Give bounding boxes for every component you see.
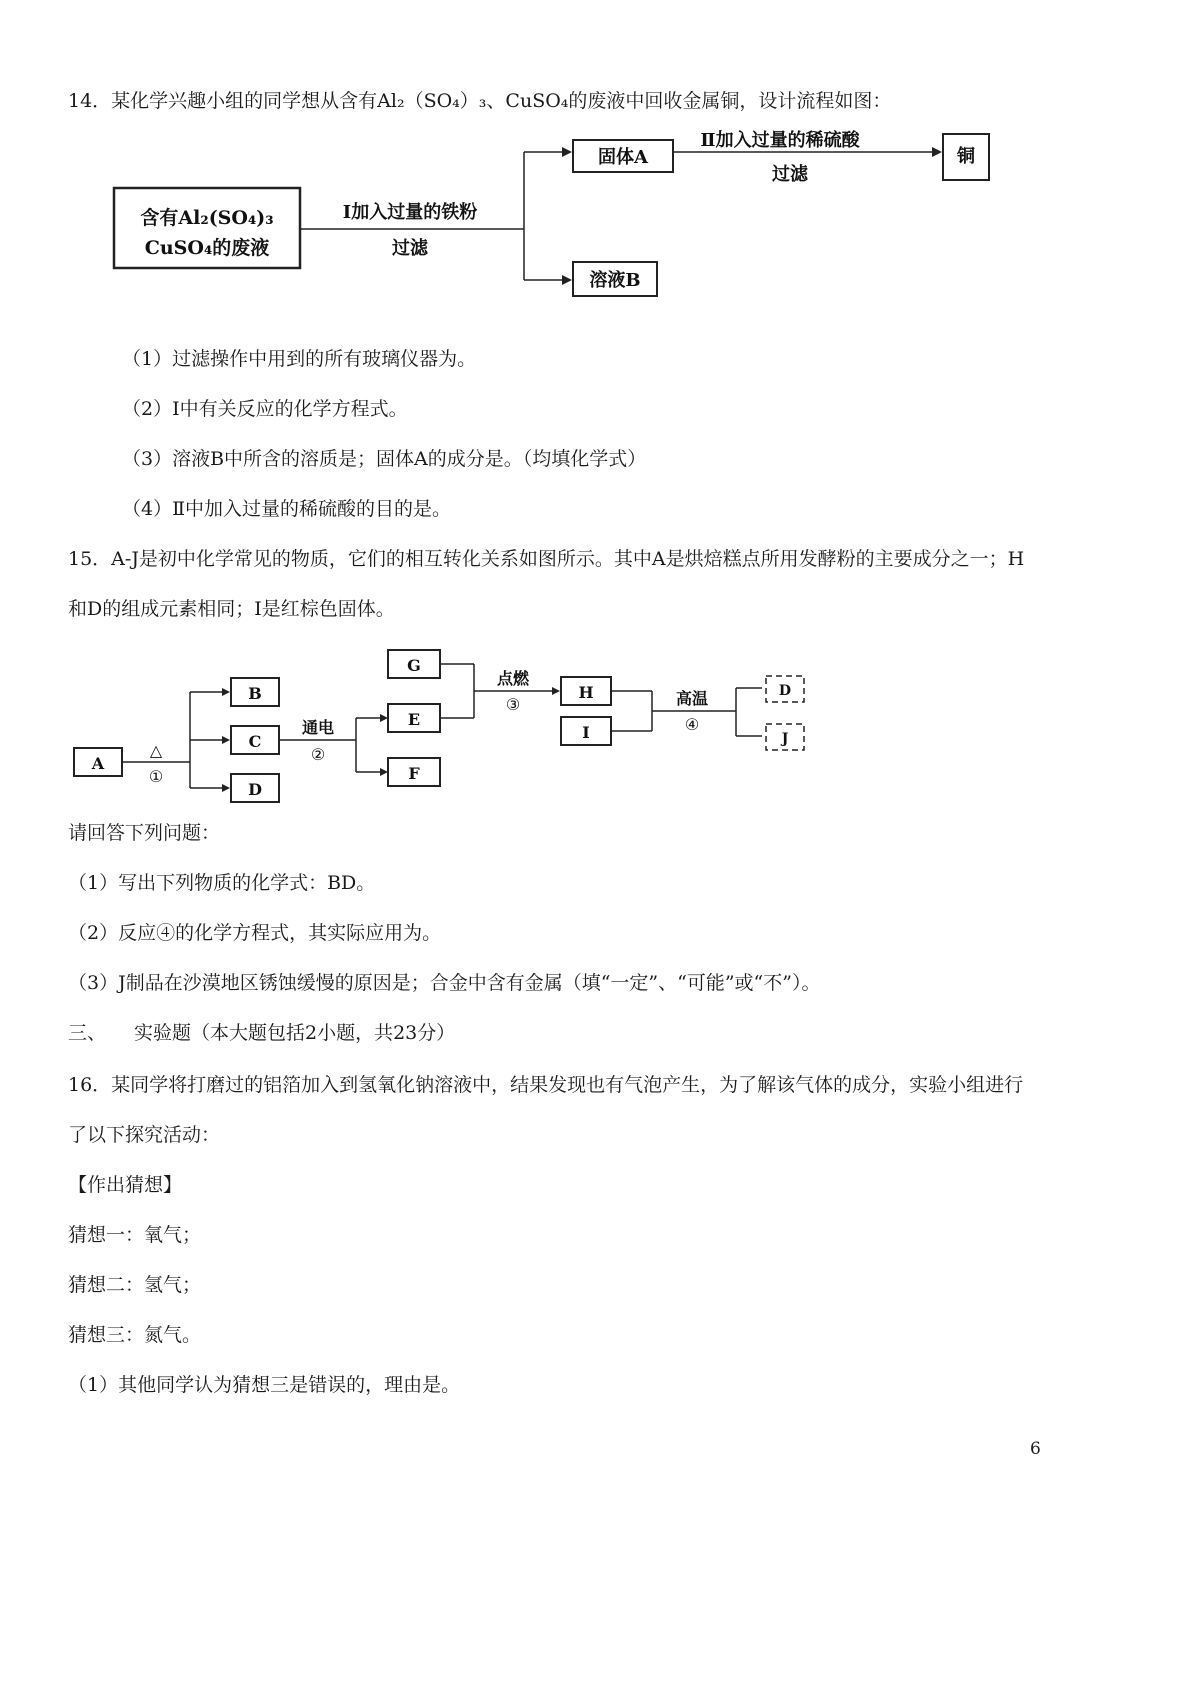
q16-sub1: （1）其他同学认为猜想三是错误的，理由是。 [68,1374,461,1396]
waste-box-line2: CuSO₄的废液 [144,237,270,259]
q16-stem-line1: 16．某同学将打磨过的铝箔加入到氢氧化钠溶液中，结果发现也有气泡产生，为了解该气体的成分，实验小组进行 [68,1074,1024,1096]
q15-sub1: （1）写出下列物质的化学式：BD。 [68,872,376,894]
svg-text:C: C [248,732,262,751]
svg-text:E: E [407,710,421,729]
q16-stem-line2: 了以下探究活动： [68,1124,221,1146]
q15-prompt: 请回答下列问题： [68,822,221,844]
copper-label: 铜 [957,146,975,167]
q14-sub1: （1）过滤操作中用到的所有玻璃仪器为。 [122,348,477,370]
section3-number: 三、 [68,1022,107,1044]
svg-text:J: J [781,731,789,747]
svg-text:A: A [91,754,105,773]
q14-sub4: （4）Ⅱ中加入过量的稀硫酸的目的是。 [122,498,452,520]
section3-title: 实验题（本大题包括2小题，共23分） [134,1022,456,1044]
q14-sub2: （2）Ⅰ中有关反应的化学方程式。 [122,398,408,420]
r3-number: ③ [505,695,521,714]
r1-number: ① [148,767,164,786]
svg-text:D: D [778,683,792,699]
svg-text:G: G [407,656,421,675]
svg-text:B: B [248,684,262,703]
q16-heading: 【作出猜想】 [68,1174,183,1196]
q14-sub3: （3）溶液B中所含的溶质是；固体A的成分是。（均填化学式） [122,448,647,470]
step2-bottom-label: 过滤 [772,164,808,185]
solution-b-label: 溶液B [589,270,641,291]
svg-text:H: H [578,683,594,702]
r4-condition: 高温 [675,689,709,708]
step1-bottom-label: 过滤 [392,238,428,259]
step1-top-label: Ⅰ加入过量的铁粉 [342,202,478,223]
q16-guess2: 猜想二：氢气； [68,1274,202,1296]
step2-top-label: Ⅱ加入过量的稀硫酸 [700,130,860,151]
q16-guess1: 猜想一：氧气； [68,1224,202,1246]
r2-number: ② [310,745,326,764]
solid-a-label: 固体A [598,147,648,168]
q15-sub3: （3）J制品在沙漠地区锈蚀缓慢的原因是；合金中含有金属（填“一定”、“可能”或“不”）。 [68,972,821,994]
q15-stem-line1: 15．A-J是初中化学常见的物质，它们的相互转化关系如图所示。其中A是烘焙糕点所用发酵粉的主要成分之一；H [68,548,1025,570]
q14-flow-diagram [110,130,1100,340]
q14-stem: 14．某化学兴趣小组的同学想从含有Al₂（SO₄）₃、CuSO₄的废液中回收金属铜，设计流程如图： [68,90,892,112]
r4-number: ④ [684,715,700,734]
q16-guess3: 猜想三：氮气。 [68,1324,202,1346]
page-number: 6 [1030,1439,1041,1459]
q15-sub2: （2）反应④的化学方程式，其实际应用为。 [68,922,442,944]
r3-condition: 点燃 [496,669,530,688]
q15-stem-line2: 和D的组成元素相同；I是红棕色固体。 [68,598,395,620]
r1-condition: △ [149,741,163,760]
waste-box-line1: 含有Al₂(SO₄)₃ [140,207,274,229]
svg-text:F: F [408,764,420,783]
svg-text:D: D [248,780,262,799]
svg-text:I: I [582,723,590,742]
r2-condition: 通电 [301,718,335,737]
